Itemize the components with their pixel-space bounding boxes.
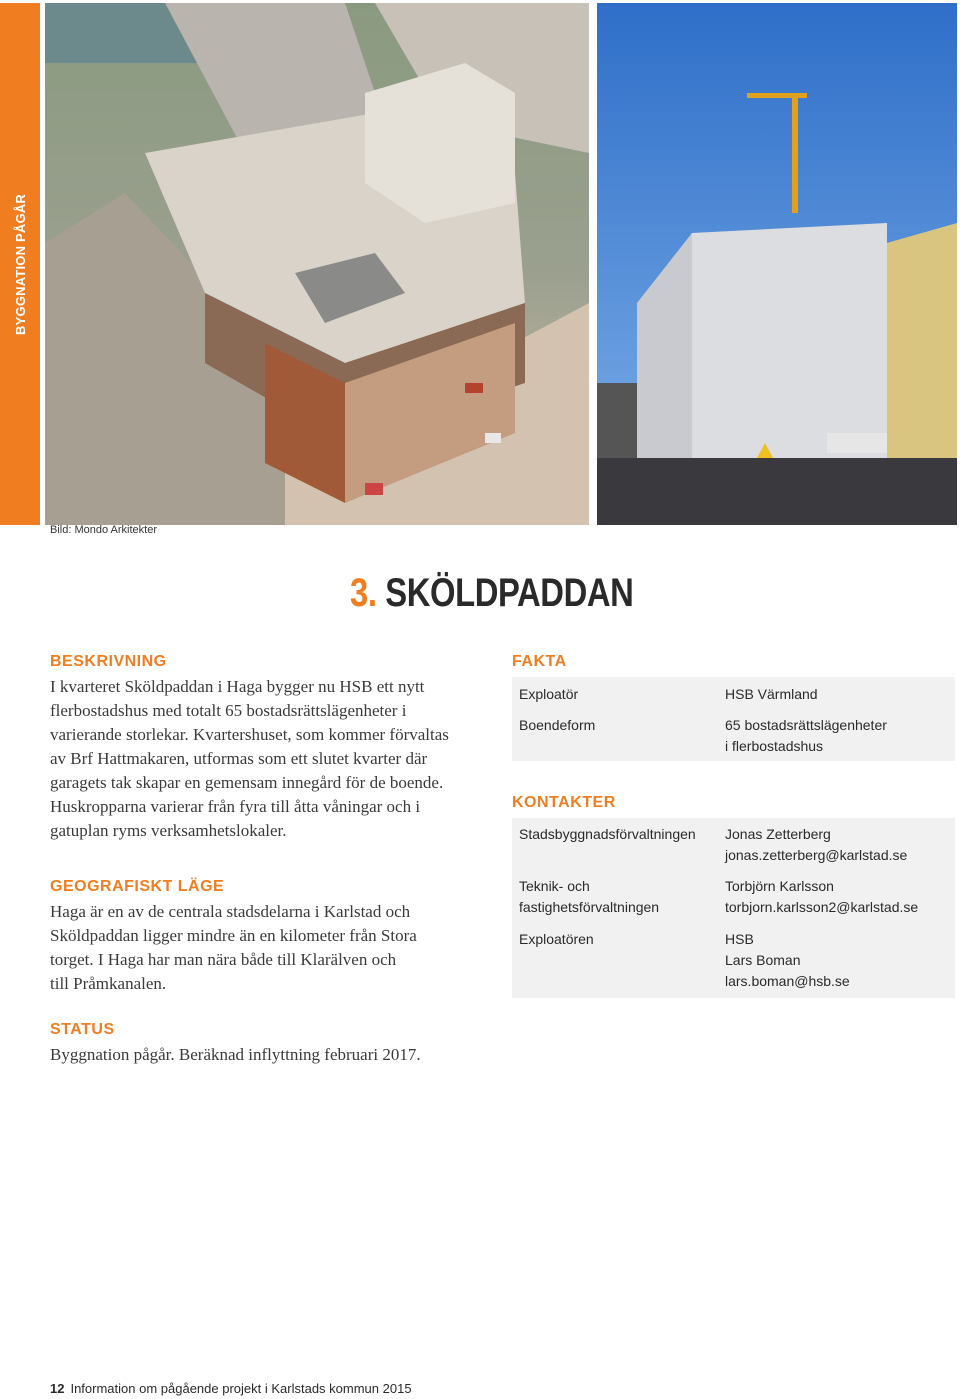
footer-text: Information om pågående projekt i Karlstads kommun 2015: [70, 1381, 412, 1396]
fakta-value-exploator: HSB Värmland: [725, 686, 818, 702]
contact-org-teknik: [519, 876, 659, 918]
text-line: flerbostadshus med totalt 65 bostadsrättslägenheter i: [50, 701, 407, 720]
contact-company: HSB: [725, 931, 754, 947]
status-side-tab: [0, 3, 40, 525]
label-line: fastighetsförvaltningen: [519, 899, 660, 915]
text-line: garagets tak skapar en gemensam innegård för de boende.: [50, 773, 444, 792]
beskrivning-heading: BESKRIVNING: [50, 653, 167, 670]
kontakter-heading: KONTAKTER: [512, 794, 616, 811]
text-line: av Brf Hattmakaren, utformas som ett slutet kvarter där: [50, 749, 428, 768]
geografiskt-text: [50, 900, 490, 996]
value-line: i flerbostadshus: [725, 738, 824, 754]
page-number: 12: [50, 1381, 65, 1396]
fakta-value-boendeform: [725, 715, 887, 757]
contact-exploatoren: [725, 929, 850, 992]
value-line: 65 bostadsrättslägenheter: [725, 717, 887, 733]
contact-email[interactable]: lars.boman@hsb.se: [725, 973, 850, 989]
image-credit: Bild: Mondo Arkitekter: [50, 524, 157, 536]
fakta-heading: FAKTA: [512, 653, 567, 670]
text-line: till Pråmkanalen.: [50, 974, 167, 993]
title-number: 3.: [350, 571, 377, 615]
kontakter-box: [512, 818, 955, 998]
label-line: Exploatören: [519, 931, 594, 947]
status-text: Byggnation pågår. Beräknad inflyttning februari 2017.: [50, 1045, 421, 1064]
text-line: gatuplan ryms verksamhetslokaler.: [50, 821, 287, 840]
fakta-label-boendeform: Boendeform: [519, 717, 596, 733]
text-line: Huskropparna varierar från fyra till åtta våningar och i: [50, 797, 421, 816]
text-line: I kvarteret Sköldpaddan i Haga bygger nu HSB ett nytt: [50, 677, 425, 696]
text-line: Haga är en av de centrala stadsdelarna i Karlstad och: [50, 902, 411, 921]
label-line: Stadsbyggnadsförvaltningen: [519, 826, 696, 842]
contact-stadsbyggnad: [725, 824, 907, 866]
status-heading: STATUS: [50, 1021, 115, 1038]
page-footer: [50, 1381, 412, 1396]
fakta-box: [512, 677, 955, 761]
title-name: SKÖLDPADDAN: [385, 571, 634, 615]
contact-email[interactable]: torbjorn.karlsson2@karlstad.se: [725, 899, 919, 915]
geografiskt-heading: GEOGRAFISKT LÄGE: [50, 878, 225, 895]
construction-photo: [597, 3, 957, 525]
text-line: Sköldpaddan ligger mindre än en kilometer från Stora: [50, 926, 417, 945]
fakta-label-exploator: Exploatör: [519, 686, 579, 702]
text-line: varierande storlekar. Kvartershuset, som kommer förvaltas: [50, 725, 449, 744]
label-line: Teknik- och: [519, 878, 590, 894]
text-line: torget. I Haga har man nära både till Klarälven och: [50, 950, 397, 969]
contact-name: Torbjörn Karlsson: [725, 878, 834, 894]
contact-org-exploatoren: [519, 929, 594, 950]
contact-name: Jonas Zetterberg: [725, 826, 831, 842]
contact-teknik: [725, 876, 918, 918]
beskrivning-text: [50, 675, 490, 843]
contact-name: Lars Boman: [725, 952, 801, 968]
contact-email[interactable]: jonas.zetterberg@karlstad.se: [725, 847, 908, 863]
page-title: [350, 571, 633, 616]
rendering-image: [45, 3, 589, 525]
side-tab-label: BYGGNATION PÅGÅR: [12, 193, 28, 335]
contact-org-stadsbyggnad: [519, 824, 696, 845]
